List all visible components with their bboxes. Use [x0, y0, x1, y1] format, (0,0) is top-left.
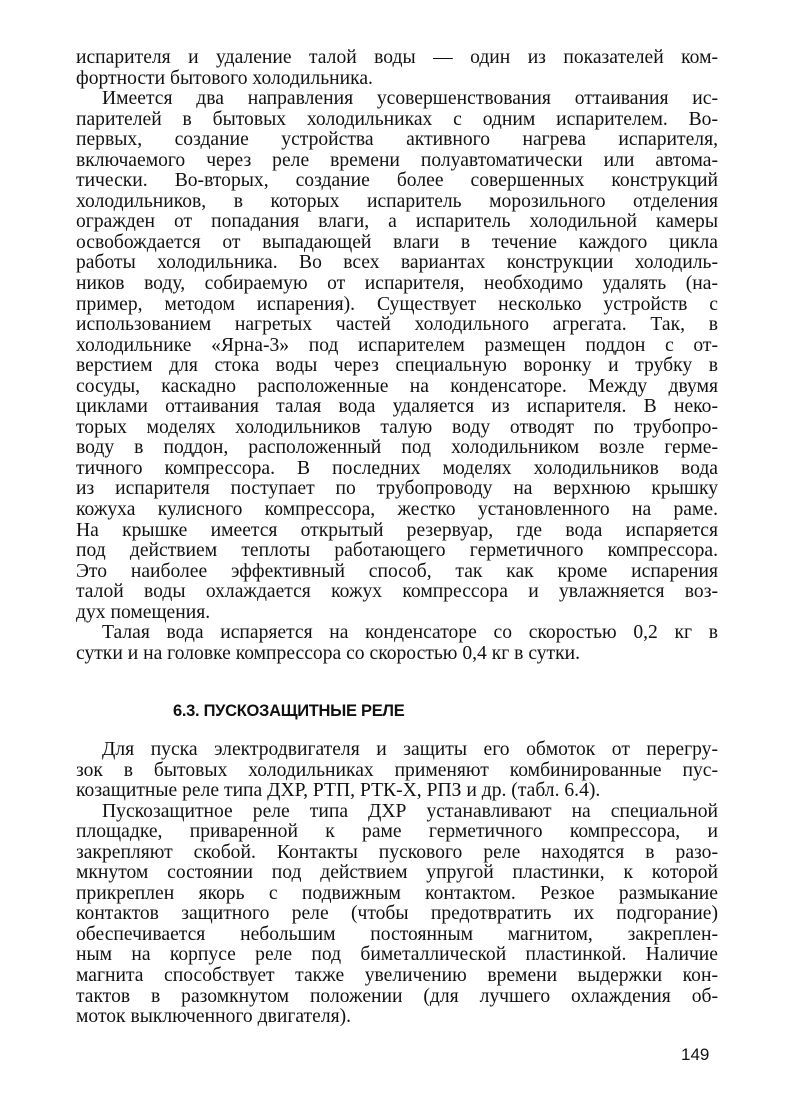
text-line: освобождается от выпадающей влаги в течение каждого цикла: [76, 231, 718, 253]
text-line: мкнутом состоянии под действием упругой пластинки, к которой: [76, 862, 718, 884]
text-line: холодильнике «Ярна-3» под испарителем размещен поддон с от-: [76, 334, 718, 356]
text-line: холодильников, в которых испаритель морозильного отделения: [76, 190, 718, 212]
text-line: дух помещения.: [76, 601, 211, 623]
text-line: испарителя и удаление талой воды — один из показателей ком-: [76, 47, 718, 68]
text-line: Это наиболее эффективный способ, так как кроме испарения: [76, 560, 718, 582]
text-line: включаемого через реле времени полуавтоматически или автома-: [76, 149, 718, 171]
text-line: моток выключенного двигателя).: [76, 1006, 352, 1028]
text-line: зок в бытовых холодильниках применяют комбинированные пус-: [76, 759, 718, 781]
paragraph-3: [76, 623, 718, 664]
text-line: под действием теплоты работающего герметичного компрессора.: [76, 540, 718, 562]
text-line: торых моделях холодильников талую воду отводят по трубопро-: [76, 416, 718, 438]
text-line: ников воду, собираемую от испарителя, необходимо удалять (на-: [76, 273, 718, 295]
text-line: На крышке имеется открытый резервуар, где вода испаряется: [76, 519, 718, 541]
section-heading: 6.3. ПУСКОЗАЩИТНЫЕ РЕЛЕ: [173, 702, 405, 720]
text-line: парителей в бытовых холодильниках с одним испарителем. Во-: [76, 108, 718, 130]
text-line: площадке, приваренной к раме герметичного компрессора, и: [76, 821, 718, 843]
text-line: огражден от попадания влаги, а испаритель холодильной камеры: [76, 211, 718, 233]
text-line: воду в поддон, расположенный под холодильником возле герме-: [76, 437, 718, 459]
text-line: циклами оттаивания талая вода удаляется из испарителя. В неко-: [76, 396, 718, 418]
text-line: Имеется два направления усовершенствования оттаивания ис-: [102, 88, 718, 110]
text-line: прикреплен якорь с подвижным контактом. Резкое размыкание: [76, 882, 718, 904]
text-line: работы холодильника. Во всех вариантах конструкции холодиль-: [76, 252, 718, 274]
paragraph-2: [76, 89, 718, 623]
text-line: сосуды, каскадно расположенные на конденсаторе. Между двумя: [76, 375, 718, 397]
text-line: ным на корпусе реле под биметаллической пластинкой. Наличие: [76, 944, 718, 966]
text-line: тичного компрессора. В последних моделях холодильников вода: [76, 457, 718, 479]
text-line: обеспечивается небольшим постоянным магнитом, закреплен-: [76, 923, 718, 945]
text-line: пример, методом испарения). Существует несколько устройств с: [76, 293, 718, 315]
text-line: первых, создание устройства активного нагрева испарителя,: [76, 129, 718, 151]
paragraph-5: [76, 802, 718, 1028]
text-line: Для пуска электродвигателя и защиты его обмоток от перегру-: [102, 739, 718, 760]
text-line: Пускозащитное реле типа ДХР устанавливают на специальной: [102, 800, 718, 822]
text-line: кожуха кулисного компрессора, жестко установленного на раме.: [76, 499, 718, 521]
page-body-top: [76, 48, 718, 664]
page-body-bottom: [76, 740, 718, 1028]
text-line: закрепляют скобой. Контакты пускового реле находятся в разо-: [76, 841, 718, 863]
text-line: сутки и на головке компрессора со скоростью 0,4 кг в сутки.: [76, 642, 581, 664]
text-line: из испарителя поступает по трубопроводу на верхнюю крышку: [76, 478, 718, 500]
text-line: фортности бытового холодильника.: [76, 67, 373, 89]
text-line: магнита способствует также увеличению времени выдержки кон-: [76, 965, 718, 987]
text-line: козащитные реле типа ДХР, РТП, РТК-Х, РПЗ и др. (табл. 6.4).: [76, 780, 601, 802]
text-line: Талая вода испаряется на конденсаторе со скоростью 0,2 кг в: [102, 622, 718, 644]
paragraph-1: [76, 48, 718, 89]
text-line: талой воды охлаждается кожух компрессора и увлажняется воз-: [76, 581, 718, 603]
text-line: использованием нагретых частей холодильного агрегата. Так, в: [76, 314, 718, 336]
text-line: тически. Во-вторых, создание более совершенных конструкций: [76, 170, 718, 192]
paragraph-4: [76, 740, 718, 802]
text-line: тактов в разомкнутом положении (для лучшего охлаждения об-: [76, 985, 718, 1007]
page-number: 149: [681, 1045, 710, 1064]
text-line: контактов защитного реле (чтобы предотвратить их подгорание): [76, 903, 718, 925]
text-line: верстием для стока воды через специальную воронку и трубку в: [76, 355, 718, 377]
